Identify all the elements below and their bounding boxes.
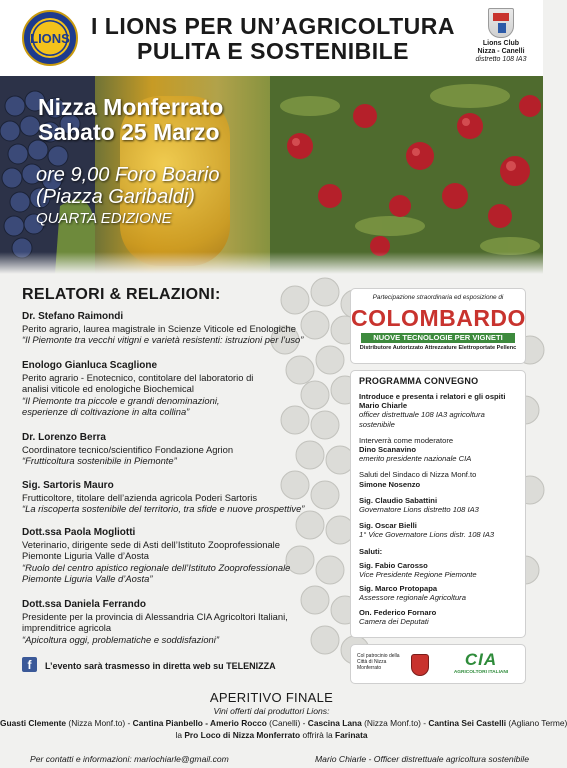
speaker-item: [22, 599, 312, 645]
speaker-item: [22, 527, 312, 585]
speaker-talk: “Ruolo del centro apistico regionale dell’Istituto Zooprofessionale Piemonte Liguria Valle d’Aosta”: [22, 561, 291, 584]
program-item: [359, 584, 517, 602]
program-item-detail: emerito presidente nazionale CIA: [359, 454, 472, 464]
sponsor-brand-logo: COLOMBARDO: [351, 305, 526, 331]
page-title: [88, 14, 458, 64]
aperitivo-farinata: [0, 730, 543, 740]
cia-logo-subtitle: AGRICOLTORI ITALIANI: [453, 670, 509, 675]
speaker-role: Presidente per la provincia di Alessandria CIA Agricoltori Italiani, imprenditrice agricola: [22, 610, 288, 633]
speaker-item: [22, 360, 312, 418]
footer: [0, 752, 543, 768]
farinata-label: Farinata: [334, 730, 368, 740]
producer-name: Cantina Pianbello - Amerio Rocco: [132, 718, 267, 728]
program-item-person: Saluti:: [359, 546, 383, 556]
speaker-talk: “Apicoltura oggi, problematiche e soddisfazioni”: [22, 633, 219, 645]
program-box: [350, 370, 526, 638]
program-item: [359, 470, 517, 488]
speaker-name: Dott.ssa Daniela Ferrando: [22, 599, 146, 610]
speaker-name: Sig. Sartoris Mauro: [22, 480, 114, 491]
officer-info: Mario Chiarle - Officer distrettuale agricoltura sostenibile: [315, 754, 529, 764]
program-item-text: Introduce e presenta i relatori e gli ospiti Mario Chiarle: [359, 392, 506, 411]
program-item-person: Sig. Claudio Sabattini: [359, 495, 438, 505]
producer-location: (Agliano Terme): [506, 718, 567, 728]
speaker-name: Dr. Lorenzo Berra: [22, 432, 106, 443]
club-badge: [467, 8, 535, 64]
club-district: distretto 108 IA3: [475, 56, 527, 63]
club-name: Lions Club: [482, 40, 520, 47]
lions-logo-text: LIONS: [30, 31, 70, 46]
apples-image: [270, 76, 543, 274]
program-item-person: Sig. Fabio Carosso: [359, 560, 428, 570]
program-item-detail: Assessore regionale Agricoltura: [359, 593, 466, 603]
facebook-icon: f: [22, 657, 37, 672]
aperitivo-title: APERITIVO FINALE: [209, 690, 334, 705]
producer-name: Guasti Clemente: [0, 718, 67, 728]
producer-location: (Canelli) -: [266, 718, 308, 728]
speaker-name: Dr. Stefano Raimondi: [22, 311, 124, 322]
program-item-person: Dino Scanavino: [359, 445, 416, 455]
program-item-detail: Camera dei Deputati: [359, 616, 429, 626]
speaker-role: Veterinario, dirigente sede di Asti dell’Istituto Zooprofessionale Piemonte Liguria Valle d’Aosta: [22, 538, 280, 561]
program-item-person: Simone Nosenzo: [359, 479, 421, 489]
event-square: (Piazza Garibaldi): [36, 186, 195, 208]
cia-logo: [443, 650, 519, 680]
patronage-text: Col patrocinio della Città di Nizza Monferrato: [357, 653, 400, 671]
aperitivo-text: offrirà la: [300, 730, 335, 740]
title-line-1: I LIONS PER UN’AGRICOLTURA: [91, 13, 455, 39]
aperitivo-section: [0, 690, 567, 740]
sponsor-tagline: NUOVE TECNOLOGIE PER VIGNETI: [361, 333, 515, 343]
speaker-role: Perito agrario - Enotecnico, contitolare del laboratorio di analisi viticole ed enologiche Biochemical: [22, 371, 254, 394]
header: [0, 0, 543, 76]
stream-notice: L’evento sarà trasmesso in diretta web su TELENIZZA: [45, 661, 276, 671]
program-item: [359, 608, 517, 626]
aperitivo-text: la: [175, 730, 185, 740]
program-item: [359, 496, 517, 514]
speaker-role: Frutticoltore, titolare dell’azienda agricola Poderi Sartoris: [22, 491, 258, 503]
speaker-name: Dott.ssa Paola Mogliotti: [22, 527, 136, 538]
club-location: Nizza - Canelli: [477, 48, 525, 55]
event-time-place: ore 9,00 Foro Boario: [36, 164, 220, 186]
event-date: Sabato 25 Marzo: [38, 119, 220, 145]
aperitivo-producers: [0, 718, 567, 728]
producer-name: Cantina Sei Castelli: [428, 718, 507, 728]
pro-loco-name: Pro Loco di Nizza Monferrato: [184, 730, 301, 740]
aperitivo-subtitle: Vini offerti dai produttori Lions:: [213, 706, 330, 716]
sponsor-distributor: Distributore Autorizzato Attrezzature Elettroportate Pellenc: [359, 345, 517, 351]
program-item-person: On. Federico Fornaro: [359, 607, 437, 617]
speaker-role: Coordinatore tecnico/scientifico Fondazione Agrion: [22, 443, 234, 455]
program-item-detail: Governatore Lions distretto 108 IA3: [359, 505, 479, 515]
speaker-name: Enologo Gianluca Scaglione: [22, 360, 158, 371]
speaker-talk: “Il Piemonte tra piccole e grandi denominazioni, esperienze di coltivazione in alta collina”: [22, 394, 220, 417]
program-title: PROGRAMMA CONVEGNO: [359, 376, 479, 386]
patronage-box: [350, 644, 526, 684]
program-item: [359, 436, 517, 464]
program-item-person: Sig. Oscar Bielli: [359, 521, 417, 531]
speaker-item: [22, 480, 312, 515]
speaker-talk: “La riscoperta sostenibile del territorio, tra sfide e nuove prospettive”: [22, 503, 305, 514]
speaker-role: Perito agrario, laurea magistrale in Scienze Viticole ed Enologiche: [22, 322, 296, 334]
program-item: [359, 521, 517, 539]
producer-location: (Nizza Monf.to) -: [66, 718, 133, 728]
producer-location: (Nizza Monf.to) -: [361, 718, 429, 728]
contact-info: Per contatti e informazioni: mariochiarle@gmail.com: [30, 754, 229, 764]
speaker-item: [22, 432, 312, 467]
event-edition: QUARTA EDIZIONE: [36, 210, 172, 227]
banner: [0, 76, 543, 274]
program-item: [359, 547, 517, 556]
program-item-detail: Vice Presidente Regione Piemonte: [359, 570, 477, 580]
program-item-detail: 1° Vice Governatore Lions distr. 108 IA3: [359, 530, 495, 540]
program-item-person: Sig. Marco Protopapa: [359, 584, 438, 594]
speaker-talk: “Il Piemonte tra vecchi vitigni e varietà resistenti: istruzioni per l’uso”: [22, 334, 304, 345]
sponsor-box: [350, 288, 526, 364]
program-item-text: Interverrà come moderatore: [359, 435, 454, 445]
city-crest-icon: [411, 654, 429, 676]
lions-logo-icon: [22, 10, 78, 66]
producer-name: Cascina Lana: [307, 718, 362, 728]
program-item: [359, 561, 517, 579]
speaker-talk: “Frutticoltura sostenibile in Piemonte”: [22, 455, 177, 466]
sponsor-intro: Partecipazione straordinaria ed esposizione di: [372, 294, 504, 301]
title-line-2: PULITA E SOSTENIBILE: [137, 38, 409, 64]
club-shield-icon: [488, 8, 514, 38]
speakers-title: RELATORI & RELAZIONI:: [22, 286, 221, 303]
event-city: Nizza Monferrato: [38, 94, 224, 120]
program-item: [359, 392, 517, 429]
cia-logo-text: CIA: [464, 650, 498, 669]
speaker-item: [22, 311, 312, 346]
program-item-text: Saluti del Sindaco di Nizza Monf.to: [359, 470, 477, 480]
program-item-detail: officer distrettuale 108 IA3 agricoltura sostenibile: [359, 410, 485, 429]
